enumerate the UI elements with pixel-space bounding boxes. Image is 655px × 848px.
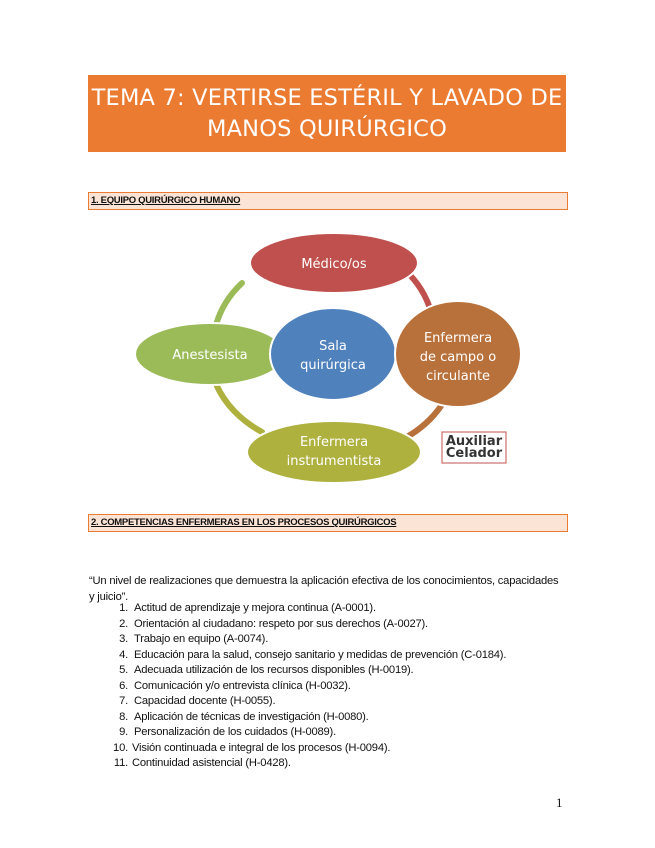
list-item-number: 6. <box>119 679 128 692</box>
list-item <box>89 663 569 679</box>
list-item-number: 11. <box>113 757 128 769</box>
list-item <box>89 648 569 664</box>
list-item <box>89 741 569 757</box>
aux-box-line-2: Celador <box>445 446 503 461</box>
list-item <box>89 725 569 741</box>
page-number: 1 <box>556 795 563 810</box>
ring-arc-brown <box>405 406 441 438</box>
auxiliar-celador-box <box>442 432 506 463</box>
node-enfermera-circulante-label-2: de campo o <box>419 350 497 365</box>
node-enfermera-circulante-label-3: circulante <box>425 369 491 384</box>
node-sala-label-1: Sala <box>319 339 347 354</box>
page-title <box>88 75 566 152</box>
list-item <box>89 710 569 726</box>
equipo-quirurgico-diagram <box>130 232 530 482</box>
competencias-list <box>89 601 569 772</box>
list-item <box>89 632 569 648</box>
list-item-number: 2. <box>119 617 128 630</box>
section-header-equipo-label: 1. EQUIPO QUIRÚRGICO HUMANO <box>91 195 241 206</box>
node-enfermera-instrumentista-label-2: instrumentista <box>286 454 382 469</box>
list-item <box>89 694 569 710</box>
list-item-number: 4. <box>119 648 128 661</box>
node-anestesista-label: Anestesista <box>172 348 248 363</box>
list-item-text: Actitud de aprendizaje y mejora continua (A-0001). <box>134 602 376 614</box>
list-item <box>89 601 569 617</box>
list-item <box>89 756 569 772</box>
list-item-number: 5. <box>119 664 128 676</box>
list-item-text: Aplicación de técnicas de investigación (H-0080). <box>134 710 369 723</box>
list-item-number: 8. <box>119 710 128 723</box>
list-item-number: 10. <box>113 741 128 754</box>
list-item-text: Trabajo en equipo (A-0074). <box>134 633 269 645</box>
list-item <box>89 617 569 633</box>
ring-arc-olive <box>216 384 262 432</box>
node-enfermera-instrumentista <box>247 421 421 482</box>
list-item-text: Comunicación y/o entrevista clínica (H-0032). <box>134 679 351 692</box>
list-item-number: 3. <box>119 633 128 645</box>
list-item-number: 9. <box>119 726 128 738</box>
list-item-text: Adecuada utilización de los recursos disponibles (H-0019). <box>134 664 414 676</box>
list-item-number: 7. <box>119 695 128 707</box>
node-medico <box>250 233 418 293</box>
node-sala-quirurgica <box>270 308 396 400</box>
competencia-definition-quote: “Un nivel de realizaciones que demuestra la aplicación efectiva de los conocimientos, capacidades y juicio”. <box>89 575 559 603</box>
node-medico-label: Médico/os <box>301 257 367 272</box>
page-title-line-2: MANOS QUIRÚRGICO <box>206 115 447 142</box>
ring-arc-green <box>216 283 242 325</box>
list-item-number: 1. <box>119 602 128 614</box>
list-item-text: Visión continuada e integral de los procesos (H-0094). <box>132 741 391 754</box>
page-title-line-1: TEMA 7: VERTIRSE ESTÉRIL Y LAVADO DE <box>91 84 563 111</box>
list-item-text: Orientación al ciudadano: respeto por sus derechos (A-0027). <box>134 617 428 630</box>
node-enfermera-instrumentista-label-1: Enfermera <box>299 435 369 450</box>
node-enfermera-circulante-label-1: Enfermera <box>423 331 493 346</box>
node-sala-label-2: quirúrgica <box>300 358 366 373</box>
section-header-equipo <box>88 192 568 210</box>
list-item-text: Capacidad docente (H-0055). <box>134 695 276 707</box>
list-item <box>89 679 569 695</box>
list-item-text: Personalización de los cuidados (H-0089). <box>134 726 336 738</box>
aux-box-line-1: Auxiliar <box>445 434 503 449</box>
section-header-competencias <box>88 514 568 532</box>
list-item-text: Continuidad asistencial (H-0428). <box>132 757 291 769</box>
node-anestesista <box>135 323 285 385</box>
node-enfermera-circulante <box>395 301 521 407</box>
list-item-text: Educación para la salud, consejo sanitario y medidas de prevención (C-0184). <box>134 648 507 661</box>
section-header-competencias-label: 2. COMPETENCIAS ENFERMERAS EN LOS PROCESOS QUIRÚRGICOS <box>91 517 397 528</box>
